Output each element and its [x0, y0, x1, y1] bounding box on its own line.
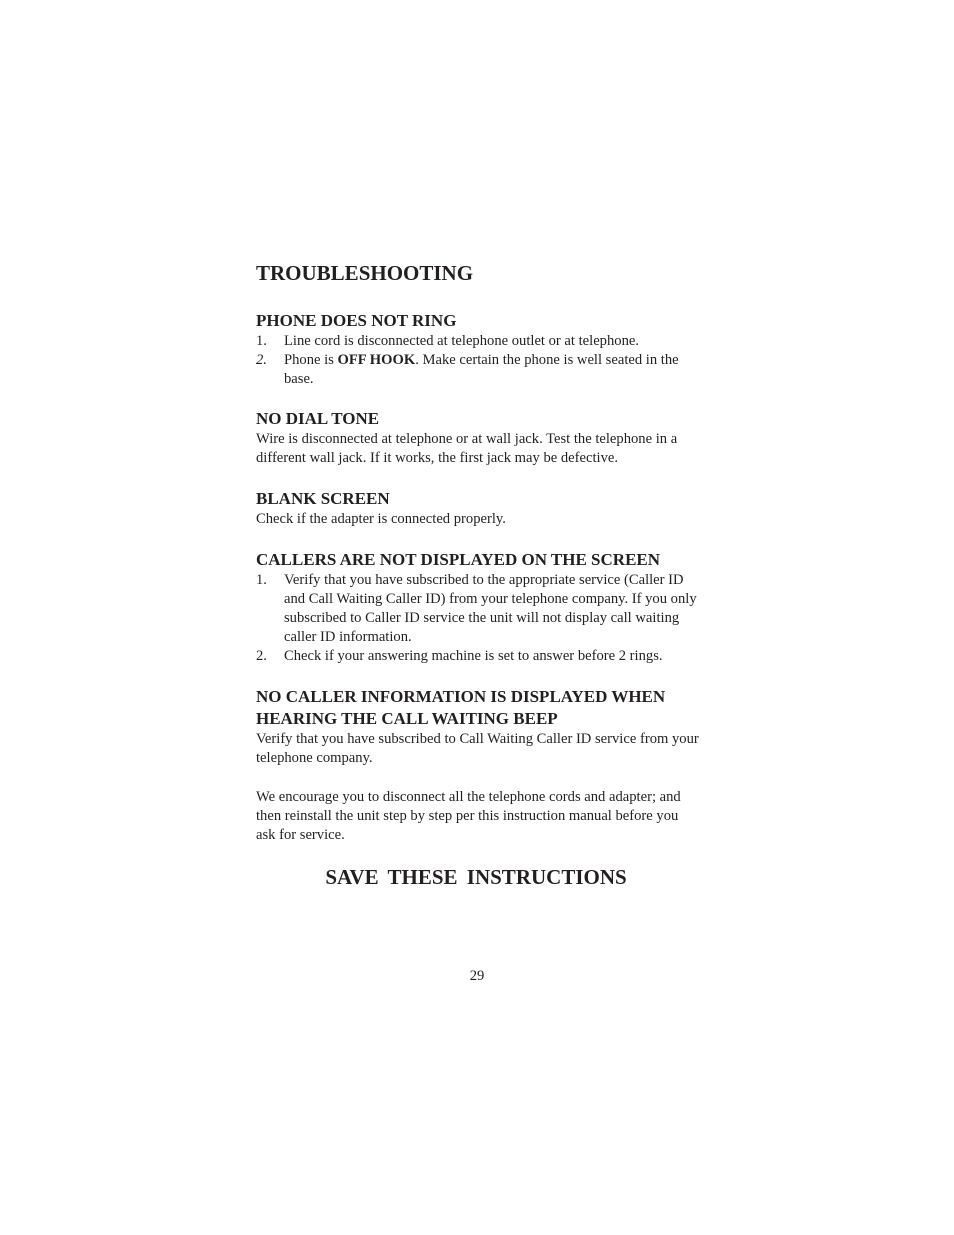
list-item	[256, 332, 701, 351]
list-item-text-pre: Phone is	[284, 352, 338, 368]
numbered-list	[256, 332, 701, 389]
numbered-list	[256, 571, 701, 666]
section-heading: PHONE DOES NOT RING	[256, 311, 457, 330]
section-heading: NO DIAL TONE	[256, 409, 380, 428]
list-number: 2.	[256, 352, 267, 368]
section-no-dial-tone	[256, 408, 701, 468]
list-number: 2.	[256, 648, 267, 664]
list-item	[256, 571, 701, 647]
list-number: 1.	[256, 572, 267, 588]
section-phone-does-not-ring	[256, 310, 701, 389]
list-item	[256, 647, 701, 666]
list-item	[256, 351, 701, 389]
section-body: Check if the adapter is connected properly.	[256, 511, 506, 527]
list-item-text: Check if your answering machine is set to answer before 2 rings.	[284, 648, 663, 664]
section-callers-not-displayed	[256, 549, 701, 666]
section-body: Verify that you have subscribed to Call Waiting Caller ID service from your telephone company.	[256, 731, 699, 766]
list-item-text: Verify that you have subscribed to the appropriate service (Caller ID and Call Waiting Caller ID) from your telephone company. If you only subscribed to Caller ID service the unit will not display call waiting caller ID information.	[284, 572, 697, 645]
section-heading: BLANK SCREEN	[256, 489, 390, 508]
list-number: 1.	[256, 333, 267, 349]
save-instructions-heading: SAVE THESE INSTRUCTIONS	[325, 865, 627, 889]
page-title: TROUBLESHOOTING	[256, 261, 474, 285]
section-call-waiting-info	[256, 686, 701, 768]
section-body: Wire is disconnected at telephone or at wall jack. Test the telephone in a different wall jack. If it works, the first jack may be defective.	[256, 431, 678, 466]
list-item-text: Line cord is disconnected at telephone outlet or at telephone.	[284, 333, 639, 349]
closing-paragraph: We encourage you to disconnect all the telephone cords and adapter; and then reinstall the unit step by step per this instruction manual before you ask for service.	[256, 789, 681, 843]
section-heading: NO CALLER INFORMATION IS DISPLAYED WHEN HEARING THE CALL WAITING BEEP	[256, 687, 666, 728]
section-blank-screen	[256, 488, 701, 529]
section-heading: CALLERS ARE NOT DISPLAYED ON THE SCREEN	[256, 550, 661, 569]
off-hook-emphasis: OFF HOOK	[337, 352, 416, 368]
page-number: 29	[469, 968, 485, 984]
troubleshooting-content	[256, 258, 701, 892]
list-item-text-post: . Make certain the phone is well seated in the base.	[284, 352, 679, 387]
